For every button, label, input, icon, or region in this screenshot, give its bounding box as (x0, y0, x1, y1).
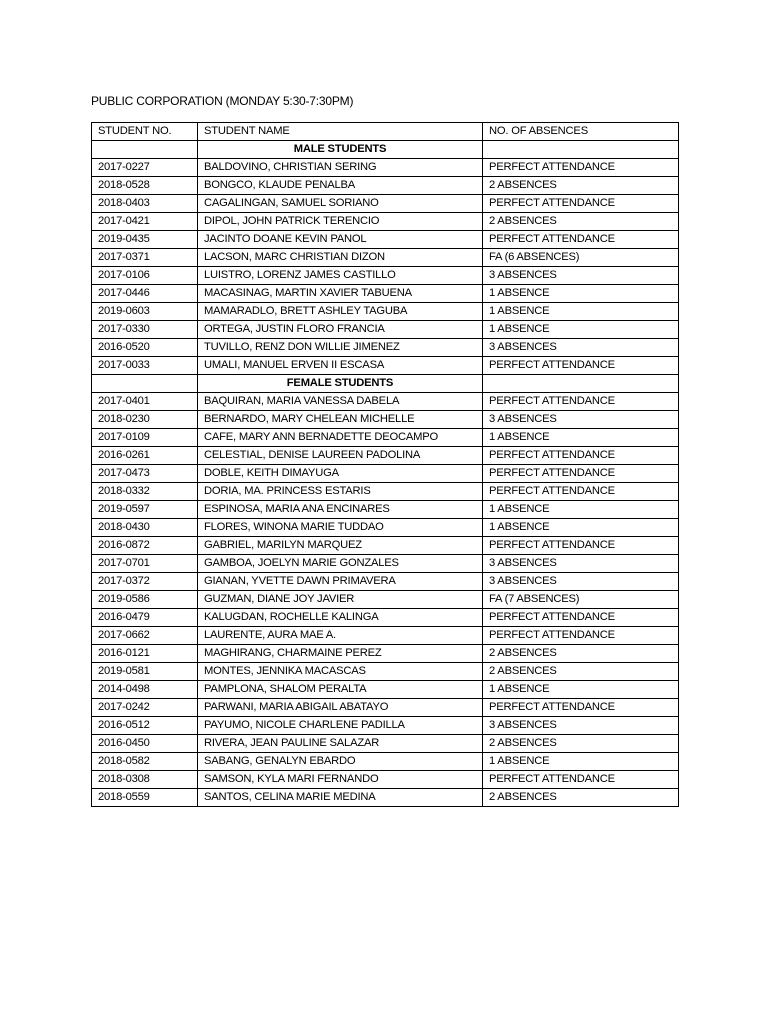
student-name-cell: DIPOL, JOHN PATRICK TERENCIO (198, 213, 483, 231)
student-name-cell: BAQUIRAN, MARIA VANESSA DABELA (198, 393, 483, 411)
absences-cell: PERFECT ATTENDANCE (483, 483, 679, 501)
table-row (92, 627, 679, 645)
student-number-cell: 2018-0332 (92, 483, 198, 501)
absences-cell: FA (6 ABSENCES) (483, 249, 679, 267)
table-row (92, 357, 679, 375)
student-number-cell: 2017-0109 (92, 429, 198, 447)
student-name-cell: PAYUMO, NICOLE CHARLENE PADILLA (198, 717, 483, 735)
document-title: PUBLIC CORPORATION (MONDAY 5:30-7:30PM) (91, 94, 354, 108)
student-number-cell: 2019-0581 (92, 663, 198, 681)
student-number-cell: 2018-0230 (92, 411, 198, 429)
table-row (92, 609, 679, 627)
student-name-cell: DOBLE, KEITH DIMAYUGA (198, 465, 483, 483)
absences-cell: 3 ABSENCES (483, 573, 679, 591)
student-name-cell: JACINTO DOANE KEVIN PANOL (198, 231, 483, 249)
table-row (92, 195, 679, 213)
student-number-cell: 2016-0520 (92, 339, 198, 357)
absences-cell: 1 ABSENCE (483, 429, 679, 447)
table-row (92, 789, 679, 807)
student-number-cell: 2016-0450 (92, 735, 198, 753)
table-row (92, 393, 679, 411)
student-name-cell: PAMPLONA, SHALOM PERALTA (198, 681, 483, 699)
absences-cell: PERFECT ATTENDANCE (483, 465, 679, 483)
table-row (92, 285, 679, 303)
absences-cell: 2 ABSENCES (483, 663, 679, 681)
absences-cell: 3 ABSENCES (483, 411, 679, 429)
student-name-cell: RIVERA, JEAN PAULINE SALAZAR (198, 735, 483, 753)
student-name-cell: LAURENTE, AURA MAE A. (198, 627, 483, 645)
student-name-cell: MAMARADLO, BRETT ASHLEY TAGUBA (198, 303, 483, 321)
student-number-cell: 2019-0597 (92, 501, 198, 519)
absences-cell: 2 ABSENCES (483, 213, 679, 231)
header-student-no: STUDENT NO. (92, 123, 198, 141)
section-row (92, 375, 679, 393)
student-name-cell: FLORES, WINONA MARIE TUDDAO (198, 519, 483, 537)
header-student-name: STUDENT NAME (198, 123, 483, 141)
table-row (92, 771, 679, 789)
student-number-cell: 2019-0435 (92, 231, 198, 249)
table-row (92, 555, 679, 573)
absences-cell: 1 ABSENCE (483, 501, 679, 519)
student-name-cell: MAGHIRANG, CHARMAINE PEREZ (198, 645, 483, 663)
student-name-cell: CELESTIAL, DENISE LAUREEN PADOLINA (198, 447, 483, 465)
student-number-cell: 2018-0308 (92, 771, 198, 789)
absences-cell: PERFECT ATTENDANCE (483, 699, 679, 717)
table-row (92, 663, 679, 681)
student-number-cell: 2014-0498 (92, 681, 198, 699)
student-number-cell: 2017-0330 (92, 321, 198, 339)
section-empty-cell (483, 375, 679, 393)
table-row (92, 483, 679, 501)
student-name-cell: UMALI, MANUEL ERVEN II ESCASA (198, 357, 483, 375)
student-name-cell: GUZMAN, DIANE JOY JAVIER (198, 591, 483, 609)
student-number-cell: 2017-0701 (92, 555, 198, 573)
student-number-cell: 2018-0430 (92, 519, 198, 537)
table-row (92, 591, 679, 609)
table-row (92, 159, 679, 177)
student-name-cell: GIANAN, YVETTE DAWN PRIMAVERA (198, 573, 483, 591)
student-number-cell: 2016-0872 (92, 537, 198, 555)
table-row (92, 753, 679, 771)
student-name-cell: CAGALINGAN, SAMUEL SORIANO (198, 195, 483, 213)
student-name-cell: MACASINAG, MARTIN XAVIER TABUENA (198, 285, 483, 303)
student-name-cell: SAMSON, KYLA MARI FERNANDO (198, 771, 483, 789)
table-row (92, 681, 679, 699)
absences-cell: 1 ABSENCE (483, 753, 679, 771)
student-number-cell: 2018-0403 (92, 195, 198, 213)
student-name-cell: DORIA, MA. PRINCESS ESTARIS (198, 483, 483, 501)
student-name-cell: MONTES, JENNIKA MACASCAS (198, 663, 483, 681)
student-number-cell: 2017-0446 (92, 285, 198, 303)
absences-cell: PERFECT ATTENDANCE (483, 627, 679, 645)
student-number-cell: 2017-0372 (92, 573, 198, 591)
student-name-cell: LACSON, MARC CHRISTIAN DIZON (198, 249, 483, 267)
table-row (92, 321, 679, 339)
student-name-cell: LUISTRO, LORENZ JAMES CASTILLO (198, 267, 483, 285)
absences-cell: 2 ABSENCES (483, 735, 679, 753)
table-row (92, 699, 679, 717)
student-number-cell: 2017-0227 (92, 159, 198, 177)
student-number-cell: 2016-0512 (92, 717, 198, 735)
student-name-cell: ORTEGA, JUSTIN FLORO FRANCIA (198, 321, 483, 339)
table-row (92, 177, 679, 195)
student-name-cell: GAMBOA, JOELYN MARIE GONZALES (198, 555, 483, 573)
absences-cell: PERFECT ATTENDANCE (483, 537, 679, 555)
table-row (92, 411, 679, 429)
absences-cell: 3 ABSENCES (483, 339, 679, 357)
student-number-cell: 2018-0528 (92, 177, 198, 195)
student-number-cell: 2017-0421 (92, 213, 198, 231)
table-row (92, 447, 679, 465)
student-name-cell: BALDOVINO, CHRISTIAN SERING (198, 159, 483, 177)
table-header-row (92, 123, 679, 141)
absences-cell: PERFECT ATTENDANCE (483, 771, 679, 789)
absences-cell: 1 ABSENCE (483, 303, 679, 321)
absences-cell: 3 ABSENCES (483, 717, 679, 735)
student-number-cell: 2017-0033 (92, 357, 198, 375)
student-number-cell: 2017-0401 (92, 393, 198, 411)
table-row (92, 645, 679, 663)
absences-cell: 3 ABSENCES (483, 267, 679, 285)
absences-cell: PERFECT ATTENDANCE (483, 357, 679, 375)
absences-cell: PERFECT ATTENDANCE (483, 195, 679, 213)
table-row (92, 465, 679, 483)
absences-cell: PERFECT ATTENDANCE (483, 393, 679, 411)
absences-cell: PERFECT ATTENDANCE (483, 609, 679, 627)
table-row (92, 429, 679, 447)
absences-cell: 2 ABSENCES (483, 645, 679, 663)
student-number-cell: 2019-0603 (92, 303, 198, 321)
student-name-cell: BONGCO, KLAUDE PENALBA (198, 177, 483, 195)
table-row (92, 231, 679, 249)
absences-cell: FA (7 ABSENCES) (483, 591, 679, 609)
absences-cell: 3 ABSENCES (483, 555, 679, 573)
absences-cell: 1 ABSENCE (483, 285, 679, 303)
table-row (92, 267, 679, 285)
section-label: MALE STUDENTS (198, 141, 483, 159)
absences-cell: 2 ABSENCES (483, 789, 679, 807)
student-number-cell: 2017-0371 (92, 249, 198, 267)
student-name-cell: PARWANI, MARIA ABIGAIL ABATAYO (198, 699, 483, 717)
table-row (92, 501, 679, 519)
attendance-table (91, 122, 679, 807)
student-name-cell: SABANG, GENALYN EBARDO (198, 753, 483, 771)
student-number-cell: 2016-0479 (92, 609, 198, 627)
section-empty-cell (483, 141, 679, 159)
section-empty-cell (92, 375, 198, 393)
student-number-cell: 2017-0473 (92, 465, 198, 483)
absences-cell: PERFECT ATTENDANCE (483, 447, 679, 465)
student-name-cell: BERNARDO, MARY CHELEAN MICHELLE (198, 411, 483, 429)
table-row (92, 735, 679, 753)
absences-cell: PERFECT ATTENDANCE (483, 231, 679, 249)
absences-cell: 2 ABSENCES (483, 177, 679, 195)
student-number-cell: 2017-0106 (92, 267, 198, 285)
student-name-cell: GABRIEL, MARILYN MARQUEZ (198, 537, 483, 555)
student-name-cell: CAFE, MARY ANN BERNADETTE DEOCAMPO (198, 429, 483, 447)
table-row (92, 537, 679, 555)
section-row (92, 141, 679, 159)
table-row (92, 519, 679, 537)
table-body (92, 141, 679, 807)
student-number-cell: 2017-0662 (92, 627, 198, 645)
student-number-cell: 2016-0121 (92, 645, 198, 663)
absences-cell: PERFECT ATTENDANCE (483, 159, 679, 177)
absences-cell: 1 ABSENCE (483, 681, 679, 699)
absences-cell: 1 ABSENCE (483, 321, 679, 339)
student-name-cell: TUVILLO, RENZ DON WILLIE JIMENEZ (198, 339, 483, 357)
student-number-cell: 2019-0586 (92, 591, 198, 609)
section-empty-cell (92, 141, 198, 159)
student-name-cell: SANTOS, CELINA MARIE MEDINA (198, 789, 483, 807)
table-row (92, 573, 679, 591)
header-absences: NO. OF ABSENCES (483, 123, 679, 141)
student-number-cell: 2018-0559 (92, 789, 198, 807)
student-name-cell: ESPINOSA, MARIA ANA ENCINARES (198, 501, 483, 519)
table-row (92, 249, 679, 267)
student-number-cell: 2016-0261 (92, 447, 198, 465)
absences-cell: 1 ABSENCE (483, 519, 679, 537)
student-number-cell: 2018-0582 (92, 753, 198, 771)
table-row (92, 213, 679, 231)
section-label: FEMALE STUDENTS (198, 375, 483, 393)
student-name-cell: KALUGDAN, ROCHELLE KALINGA (198, 609, 483, 627)
student-number-cell: 2017-0242 (92, 699, 198, 717)
table-row (92, 339, 679, 357)
table-row (92, 303, 679, 321)
table-row (92, 717, 679, 735)
